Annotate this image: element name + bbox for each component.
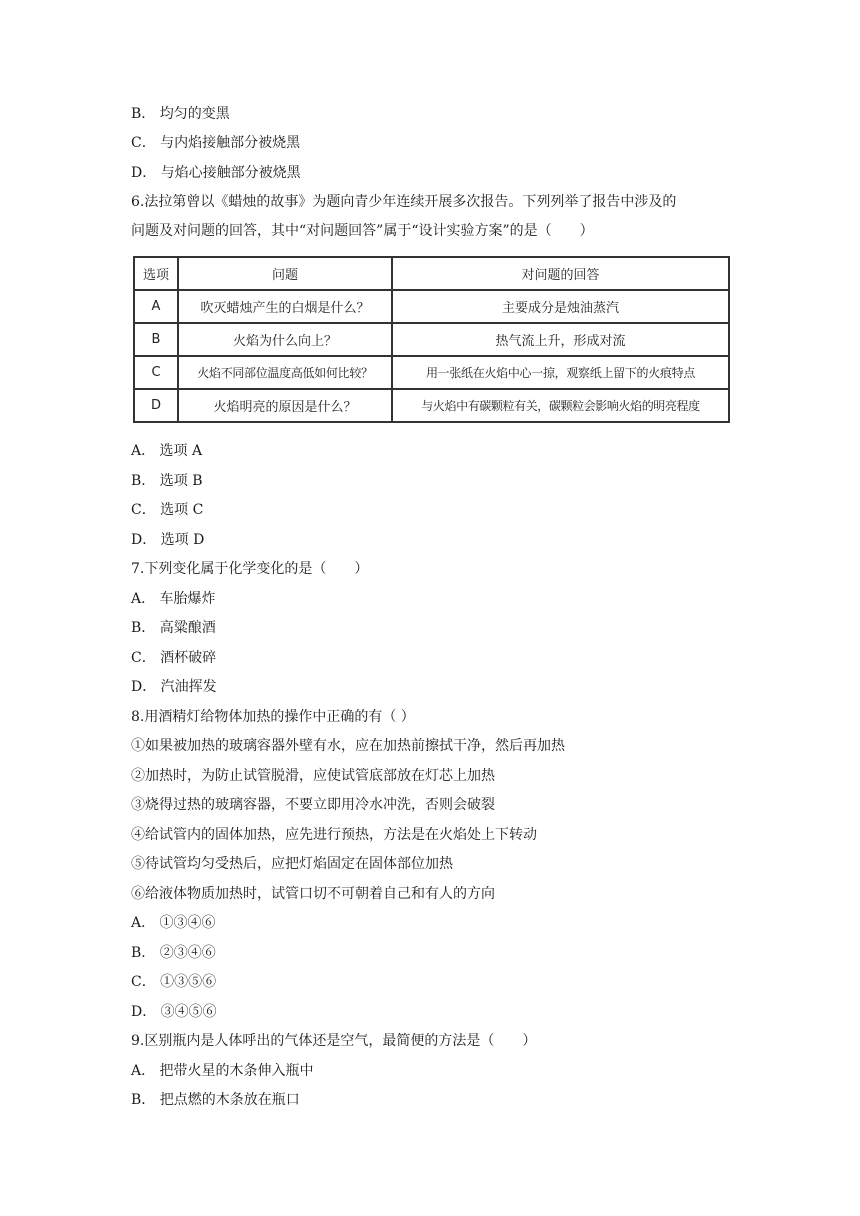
- table-cell: 热气流上升，形成对流: [392, 323, 729, 356]
- q6-stem-line1: 6.法拉第曾以《蜡烛的故事》为题向青少年连续开展多次报告。下列列举了报告中涉及的: [131, 194, 677, 210]
- q7-option-c: C． 酒杯破碎: [131, 650, 217, 666]
- q6-stem-line2: 问题及对问题的回答，其中“对问题回答”属于“设计实验方案”的是（ ）: [131, 223, 594, 239]
- table-header-cell: 对问题的回答: [392, 257, 729, 290]
- q8-statement-6: ⑥给液体物质加热时，试管口切不可朝着自己和有人的方向: [131, 886, 495, 902]
- q7-option-a: A． 车胎爆炸: [131, 591, 216, 607]
- table-cell: D: [134, 389, 178, 422]
- q8-option-c: C． ①③⑤⑥: [131, 974, 217, 990]
- table-cell: B: [134, 323, 178, 356]
- table-cell: 火焰为什么向上？: [178, 323, 392, 356]
- table-cell: 吹灭蜡烛产生的白烟是什么？: [178, 290, 392, 323]
- q7-stem: 7.下列变化属于化学变化的是（ ）: [131, 561, 369, 577]
- q7-option-d: D． 汽油挥发: [131, 679, 217, 695]
- q6-option-c: C． 选项 C: [131, 502, 204, 518]
- table-cell: A: [134, 290, 178, 323]
- table-header-cell: 选项: [134, 257, 178, 290]
- table-header-cell: 问题: [178, 257, 392, 290]
- q9-option-b: B． 把点燃的木条放在瓶口: [131, 1092, 300, 1108]
- table-header-row: [134, 257, 729, 290]
- q8-statement-3: ③烧得过热的玻璃容器，不要立即用冷水冲洗，否则会破裂: [131, 797, 495, 813]
- q6-option-d: D． 选项 D: [131, 532, 205, 548]
- q8-option-a: A． ①③④⑥: [131, 915, 216, 931]
- table-cell: C: [134, 356, 178, 389]
- q6-option-a: A． 选项 A: [131, 443, 203, 459]
- table-cell: 主要成分是烛油蒸汽: [392, 290, 729, 323]
- q8-statement-2: ②加热时，为防止试管脱滑，应使试管底部放在灯芯上加热: [131, 768, 495, 784]
- q8-option-d: D． ③④⑤⑥: [131, 1004, 217, 1020]
- table-row: [134, 323, 729, 356]
- q6-option-b: B． 选项 B: [131, 473, 203, 489]
- q9-stem: 9.区别瓶内是人体呼出的气体还是空气，最简便的方法是（ ）: [131, 1033, 537, 1049]
- table-cell: 火焰不同部位温度高低如何比较？: [178, 356, 392, 389]
- q8-option-b: B． ②③④⑥: [131, 945, 216, 961]
- q6-table: [133, 256, 730, 423]
- table-row: [134, 389, 729, 422]
- table-row: [134, 290, 729, 323]
- q8-statement-1: ①如果被加热的玻璃容器外壁有水，应在加热前擦拭干净，然后再加热: [131, 738, 565, 754]
- table-cell: 用一张纸在火焰中心一掠，观察纸上留下的火痕特点: [392, 356, 729, 389]
- q8-statement-5: ⑤待试管均匀受热后，应把灯焰固定在固体部位加热: [131, 856, 453, 872]
- table-cell: 火焰明亮的原因是什么？: [178, 389, 392, 422]
- option-c-prev: C． 与内焰接触部分被烧黑: [131, 135, 301, 151]
- q7-option-b: B． 高粱酿酒: [131, 620, 216, 636]
- q9-option-a: A． 把带火星的木条伸入瓶中: [131, 1063, 314, 1079]
- option-d-prev: D． 与焰心接触部分被烧黑: [131, 165, 301, 181]
- table-row: [134, 356, 729, 389]
- q8-statement-4: ④给试管内的固体加热，应先进行预热，方法是在火焰处上下转动: [131, 827, 537, 843]
- q8-stem: 8.用酒精灯给物体加热的操作中正确的有（ ）: [131, 709, 415, 725]
- option-b-prev: B． 均匀的变黑: [131, 106, 230, 122]
- table-cell: 与火焰中有碳颗粒有关，碳颗粒会影响火焰的明亮程度: [392, 389, 729, 422]
